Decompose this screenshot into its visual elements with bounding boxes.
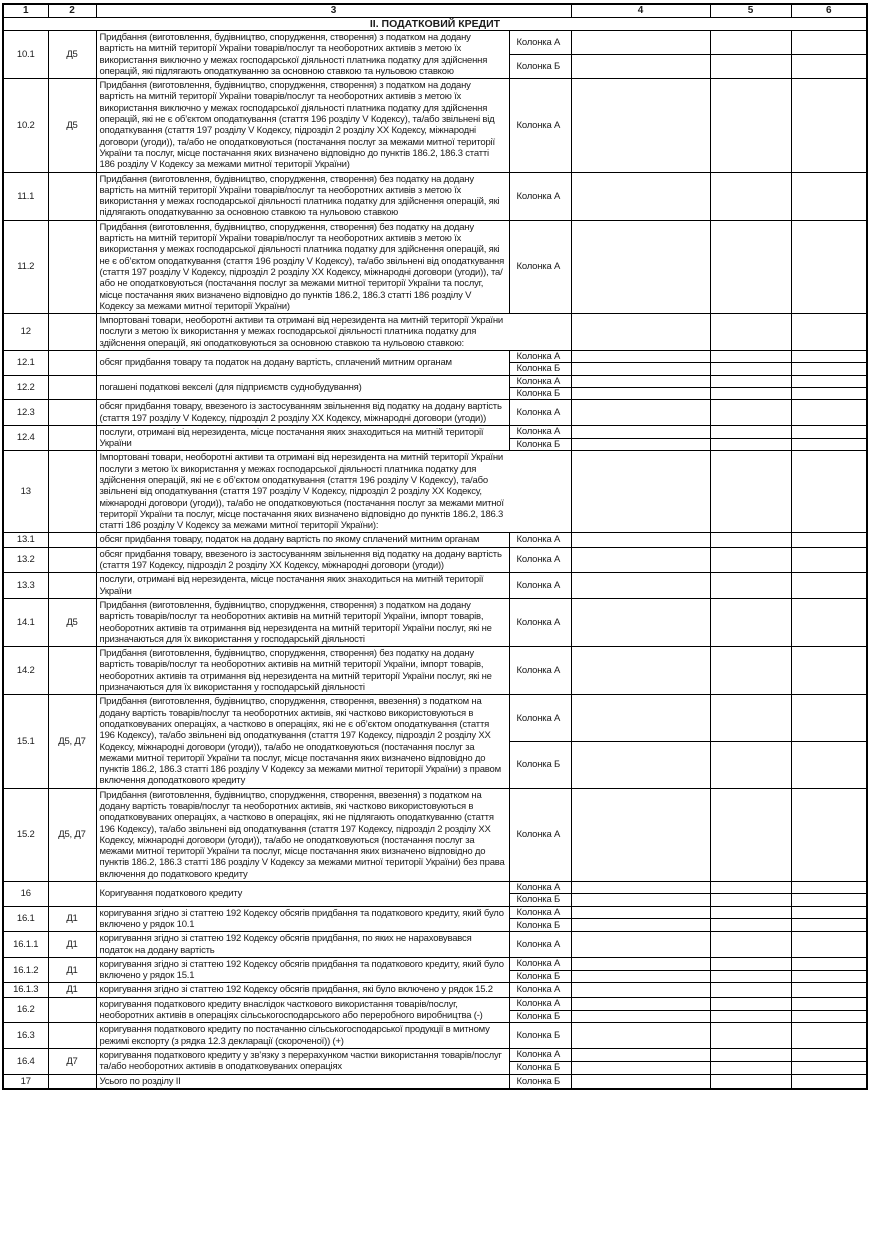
kolonka-label: Колонка А bbox=[509, 220, 571, 313]
value-cell-col4 bbox=[571, 1061, 710, 1074]
row-description-text: Усього по розділу ІІ bbox=[99, 1075, 181, 1087]
value-cell-col5 bbox=[710, 882, 791, 894]
value-cell-col4 bbox=[571, 79, 710, 172]
value-cell-col5 bbox=[710, 172, 791, 220]
row-code bbox=[48, 1023, 96, 1049]
table-body bbox=[3, 31, 867, 1089]
row-code bbox=[48, 172, 96, 220]
value-cell-col5 bbox=[710, 573, 791, 599]
kolonka-label: Колонка Б bbox=[509, 387, 571, 399]
row-code bbox=[48, 375, 96, 400]
row-description-text: послуги, отримані від нерезидента, місце постачання яких знаходиться на митній території України bbox=[99, 574, 484, 597]
row-code: Д1 bbox=[48, 906, 96, 932]
value-cell-col4 bbox=[571, 400, 710, 426]
value-cell-col5 bbox=[710, 970, 791, 983]
row-number: 16.1 bbox=[3, 906, 48, 932]
row-description-text: коригування згідно зі статтею 192 Кодексу обсягів придбання та податкового кредиту, який було включено у рядок 10.1 bbox=[99, 907, 504, 930]
kolonka-label: Колонка А bbox=[509, 983, 571, 997]
table-row bbox=[3, 906, 867, 919]
value-cell-col4 bbox=[571, 314, 710, 351]
row-description bbox=[96, 1074, 509, 1089]
table-row bbox=[3, 1048, 867, 1061]
kolonka-label: Колонка Б bbox=[509, 970, 571, 983]
row-description-text: погашені податкові векселі (для підприємств суднобудування) bbox=[99, 381, 362, 393]
table-row bbox=[3, 533, 867, 547]
kolonka-label: Колонка А bbox=[509, 647, 571, 695]
value-cell-col5 bbox=[710, 55, 791, 79]
value-cell-col5 bbox=[710, 1061, 791, 1074]
value-cell-col4 bbox=[571, 1023, 710, 1049]
row-description-text: Коригування податкового кредиту bbox=[99, 888, 243, 900]
value-cell-col6 bbox=[791, 172, 867, 220]
value-cell-col6 bbox=[791, 351, 867, 363]
row-number: 16.3 bbox=[3, 1023, 48, 1049]
row-code bbox=[48, 573, 96, 599]
value-cell-col6 bbox=[791, 363, 867, 375]
row-number: 16.1.3 bbox=[3, 983, 48, 997]
row-description bbox=[96, 172, 509, 220]
table-row bbox=[3, 172, 867, 220]
table-row bbox=[3, 400, 867, 426]
row-number: 11.1 bbox=[3, 172, 48, 220]
table-row bbox=[3, 31, 867, 55]
kolonka-label: Колонка А bbox=[509, 695, 571, 742]
row-number: 15.2 bbox=[3, 788, 48, 881]
row-description-text: Придбання (виготовлення, будівництво, спорудження, створення) з податком на додану вартість на митній території України товарів/послуг та необоротних активів з метою їх використання виключно у межах господарської діяльності платника податку для здійснення операцій, які не є об’єктом оподаткування (стаття 196 розділу V Кодексу), та/або звільнені від оподаткування (стаття 197 розділу V Кодексу, підрозділ 2 розділу XX Кодексу, міжнародні договори (угоди)), та/або не оподатковуються (постачання послуг за межами митної території України та послуг, місце постачання яких визначено відповідно до пунктів 186.2, 186.3 статті 186 розділу V Кодексу за межами митної території України) bbox=[99, 80, 495, 171]
value-cell-col4 bbox=[571, 695, 710, 742]
kolonka-label: Колонка А bbox=[509, 598, 571, 646]
value-cell-col6 bbox=[791, 932, 867, 958]
value-cell-col6 bbox=[791, 957, 867, 970]
value-cell-col6 bbox=[791, 1023, 867, 1049]
kolonka-label: Колонка А bbox=[509, 788, 571, 881]
value-cell-col6 bbox=[791, 1061, 867, 1074]
table-row bbox=[3, 79, 867, 172]
value-cell-col6 bbox=[791, 400, 867, 426]
kolonka-label: Колонка Б bbox=[509, 1074, 571, 1089]
row-number: 13 bbox=[3, 451, 48, 533]
row-code bbox=[48, 882, 96, 907]
value-cell-col6 bbox=[791, 387, 867, 399]
row-description-text: Придбання (виготовлення, будівництво, спорудження, створення) без податку на додану вартість на митній території України товарів/послуг та необоротних активів з метою їх використання у межах господарської діяльності платника податку для здійснення операцій, які підлягають оподаткуванню за основною ставкою та нульовою ставкою bbox=[99, 173, 500, 219]
row-description-text: Придбання (виготовлення, будівництво, спорудження, створення, ввезення) з податком на додану вартість товарів/послуг та необоротних активів, які частково використовуються в оподатковуваних операціях, а частково в операціях, які не підлягають оподаткуванню (стаття 196 Кодексу), та/або звільнені від оподаткування (стаття 197 Кодексу, підрозділ 2 розділу XX Кодексу, міжнародні договори (угоди)), та/або не оподатковуються (постачання послуг за межами митної території України та послуг, місце постачання яких визначено відповідно до пунктів 186.2, 186.3 статті 186 розділу V Кодексу за межами митної території України) без права включення до податкового кредиту bbox=[99, 789, 505, 880]
row-number: 14.2 bbox=[3, 647, 48, 695]
tax-credit-table bbox=[2, 3, 868, 1090]
row-description-text: Імпортовані товари, необоротні активи та отримані від нерезидента на митній території України послуги з метою їх використання у межах господарської діяльності платника податку для здійснення операцій, які не є об’єктом оподаткування (стаття 196 розділу V Кодексу), та/або звільнені від оподаткування (стаття 197 розділу V Кодексу, підрозділ 2 розділу XX Кодексу, міжнародні договори (угоди)), та/або не оподатковуються (постачання послуг за межами митної території України та послуг, місце постачання яких визначено відповідно до пунктів 186.2, 186.3 статті 186 розділу V Кодексу за межами митної території України): bbox=[99, 452, 504, 532]
row-code: Д5 bbox=[48, 31, 96, 79]
kolonka-label: Колонка Б bbox=[509, 438, 571, 451]
table-row bbox=[3, 957, 867, 970]
value-cell-col6 bbox=[791, 788, 867, 881]
value-cell-col5 bbox=[710, 788, 791, 881]
row-description bbox=[96, 314, 571, 351]
value-cell-col6 bbox=[791, 997, 867, 1010]
column-header-row bbox=[3, 4, 867, 18]
value-cell-col5 bbox=[710, 31, 791, 55]
value-cell-col4 bbox=[571, 970, 710, 983]
row-code bbox=[48, 220, 96, 313]
row-description bbox=[96, 400, 509, 426]
value-cell-col4 bbox=[571, 647, 710, 695]
kolonka-label: Колонка А bbox=[509, 1048, 571, 1061]
kolonka-label: Колонка А bbox=[509, 997, 571, 1010]
row-description-text: коригування згідно зі статтею 192 Кодексу обсягів придбання, по яких не нараховувався податок на додану вартість bbox=[99, 933, 472, 956]
row-number: 16.1.2 bbox=[3, 957, 48, 983]
value-cell-col4 bbox=[571, 363, 710, 375]
row-code bbox=[48, 997, 96, 1023]
row-code: Д5 bbox=[48, 79, 96, 172]
value-cell-col6 bbox=[791, 894, 867, 906]
value-cell-col5 bbox=[710, 598, 791, 646]
row-number: 16.2 bbox=[3, 997, 48, 1023]
value-cell-col6 bbox=[791, 547, 867, 573]
value-cell-col5 bbox=[710, 220, 791, 313]
value-cell-col5 bbox=[710, 919, 791, 932]
value-cell-col6 bbox=[791, 695, 867, 742]
row-description bbox=[96, 695, 509, 788]
row-description bbox=[96, 647, 509, 695]
row-number: 12.1 bbox=[3, 351, 48, 376]
value-cell-col6 bbox=[791, 1048, 867, 1061]
kolonka-label: Колонка А bbox=[509, 400, 571, 426]
row-number: 16.1.1 bbox=[3, 932, 48, 958]
value-cell-col6 bbox=[791, 1074, 867, 1089]
value-cell-col6 bbox=[791, 598, 867, 646]
table-row bbox=[3, 598, 867, 646]
row-number: 13.2 bbox=[3, 547, 48, 573]
kolonka-label: Колонка Б bbox=[509, 363, 571, 375]
kolonka-label: Колонка А bbox=[509, 533, 571, 547]
row-description bbox=[96, 997, 509, 1023]
row-code bbox=[48, 1074, 96, 1089]
row-description bbox=[96, 788, 509, 881]
row-description-text: коригування податкового кредиту по постачанню сільськогосподарської продукції в митному режимі експорту (з рядка 12.3 декларації (скороченої)) (+) bbox=[99, 1024, 490, 1047]
value-cell-col5 bbox=[710, 957, 791, 970]
kolonka-label: Колонка А bbox=[509, 31, 571, 55]
row-description-text: коригування податкового кредиту внаслідок часткового використання товарів/послуг, необоротних активів в операціях сільськогосподарського або переробного виробництва (-) bbox=[99, 998, 483, 1022]
value-cell-col6 bbox=[791, 438, 867, 451]
value-cell-col5 bbox=[710, 997, 791, 1010]
value-cell-col6 bbox=[791, 742, 867, 789]
row-number: 13.1 bbox=[3, 533, 48, 547]
row-code bbox=[48, 547, 96, 573]
row-description bbox=[96, 1048, 509, 1074]
row-description-text: коригування згідно зі статтею 192 Кодексу обсягів придбання, які було включено у рядок 15.2 bbox=[99, 984, 493, 996]
value-cell-col5 bbox=[710, 983, 791, 997]
value-cell-col5 bbox=[710, 1023, 791, 1049]
value-cell-col4 bbox=[571, 894, 710, 906]
row-number: 12.3 bbox=[3, 400, 48, 426]
value-cell-col6 bbox=[791, 919, 867, 932]
value-cell-col6 bbox=[791, 220, 867, 313]
row-description-text: послуги, отримані від нерезидента, місце постачання яких знаходиться на митній території України bbox=[99, 426, 484, 450]
value-cell-col4 bbox=[571, 1010, 710, 1023]
kolonka-label: Колонка Б bbox=[509, 742, 571, 789]
value-cell-col5 bbox=[710, 363, 791, 375]
column-header-4: 4 bbox=[571, 4, 710, 18]
kolonka-label: Колонка А bbox=[509, 906, 571, 919]
row-description bbox=[96, 598, 509, 646]
row-description bbox=[96, 573, 509, 599]
kolonka-label: Колонка Б bbox=[509, 1061, 571, 1074]
value-cell-col4 bbox=[571, 547, 710, 573]
row-code bbox=[48, 425, 96, 451]
table-row bbox=[3, 932, 867, 958]
value-cell-col5 bbox=[710, 314, 791, 351]
value-cell-col6 bbox=[791, 1010, 867, 1023]
value-cell-col6 bbox=[791, 425, 867, 438]
row-number: 14.1 bbox=[3, 598, 48, 646]
row-description-text: Імпортовані товари, необоротні активи та отримані від нерезидента на митній території України послуги з метою їх використання у межах господарської діяльності платника податку для здійснення операцій, які оподатковуються за основною ставкою та нульовою ставкою: bbox=[99, 315, 504, 349]
value-cell-col6 bbox=[791, 79, 867, 172]
table-row bbox=[3, 547, 867, 573]
row-number: 15.1 bbox=[3, 695, 48, 788]
value-cell-col4 bbox=[571, 351, 710, 363]
value-cell-col5 bbox=[710, 894, 791, 906]
table-row bbox=[3, 573, 867, 599]
value-cell-col5 bbox=[710, 400, 791, 426]
value-cell-col4 bbox=[571, 882, 710, 894]
column-header-2: 2 bbox=[48, 4, 96, 18]
row-description-text: обсяг придбання товару, ввезеного із застосуванням звільнення від податку на додану вартість (стаття 197 розділу V Кодексу, підрозділ 2 розділу XX Кодексу, міжнародні договори (угоди)) bbox=[99, 401, 502, 424]
table-row bbox=[3, 882, 867, 894]
value-cell-col6 bbox=[791, 55, 867, 79]
table-row bbox=[3, 351, 867, 363]
value-cell-col6 bbox=[791, 882, 867, 894]
row-code bbox=[48, 351, 96, 376]
row-code: Д5, Д7 bbox=[48, 695, 96, 788]
value-cell-col6 bbox=[791, 533, 867, 547]
row-description bbox=[96, 425, 509, 451]
table-row bbox=[3, 647, 867, 695]
value-cell-col4 bbox=[571, 387, 710, 399]
value-cell-col6 bbox=[791, 983, 867, 997]
value-cell-col4 bbox=[571, 55, 710, 79]
value-cell-col4 bbox=[571, 438, 710, 451]
section-title: ІІ. ПОДАТКОВИЙ КРЕДИТ bbox=[3, 18, 867, 31]
row-description bbox=[96, 351, 509, 376]
section-title-row bbox=[3, 18, 867, 31]
table-row bbox=[3, 1023, 867, 1049]
column-header-5: 5 bbox=[710, 4, 791, 18]
table-row bbox=[3, 997, 867, 1010]
value-cell-col4 bbox=[571, 451, 710, 533]
row-number: 13.3 bbox=[3, 573, 48, 599]
table-row bbox=[3, 1074, 867, 1089]
value-cell-col4 bbox=[571, 997, 710, 1010]
row-code: Д5 bbox=[48, 598, 96, 646]
row-description bbox=[96, 957, 509, 983]
kolonka-label: Колонка А bbox=[509, 957, 571, 970]
value-cell-col4 bbox=[571, 1074, 710, 1089]
row-code: Д5, Д7 bbox=[48, 788, 96, 881]
row-code bbox=[48, 451, 96, 533]
row-description bbox=[96, 220, 509, 313]
value-cell-col5 bbox=[710, 438, 791, 451]
kolonka-label: Колонка А bbox=[509, 351, 571, 363]
value-cell-col4 bbox=[571, 425, 710, 438]
row-code: Д1 bbox=[48, 932, 96, 958]
row-description bbox=[96, 375, 509, 400]
row-number: 10.1 bbox=[3, 31, 48, 79]
row-description-text: Придбання (виготовлення, будівництво, спорудження, створення) без податку на додану вартість на митній території України товарів/послуг та необоротних активів з метою їх використання у межах господарської діяльності платника податку для здійснення операцій, які не є об’єктом оподаткування (стаття 196 розділу V Кодексу), та/або звільнені від оподаткування (стаття 197 розділу V Кодексу, підрозділ 2 розділу XX Кодексу, міжнародні договори (угоди)), та/або не оподатковуються (постачання послуг за межами митної території України та послуг, місце постачання яких визначено відповідно до пунктів 186.2, 186.3 статті 186 розділу V Кодексу за межами митної території України) bbox=[99, 221, 505, 312]
value-cell-col5 bbox=[710, 1048, 791, 1061]
kolonka-label: Колонка Б bbox=[509, 1010, 571, 1023]
row-number: 16 bbox=[3, 882, 48, 907]
value-cell-col4 bbox=[571, 375, 710, 387]
table-row bbox=[3, 375, 867, 387]
kolonka-label: Колонка А bbox=[509, 425, 571, 438]
column-header-6: 6 bbox=[791, 4, 867, 18]
value-cell-col4 bbox=[571, 1048, 710, 1061]
row-number: 12 bbox=[3, 314, 48, 351]
row-number: 11.2 bbox=[3, 220, 48, 313]
row-description bbox=[96, 79, 509, 172]
row-description bbox=[96, 1023, 509, 1049]
row-description bbox=[96, 983, 509, 997]
kolonka-label: Колонка А bbox=[509, 547, 571, 573]
value-cell-col5 bbox=[710, 79, 791, 172]
row-description bbox=[96, 547, 509, 573]
row-code: Д1 bbox=[48, 957, 96, 983]
value-cell-col5 bbox=[710, 932, 791, 958]
value-cell-col5 bbox=[710, 906, 791, 919]
row-number: 17 bbox=[3, 1074, 48, 1089]
row-description-text: коригування податкового кредиту у зв’язку з перерахунком частки використання товарів/послуг та/або необоротних активів в оподатковуваних операціях bbox=[99, 1049, 502, 1073]
table-row bbox=[3, 220, 867, 313]
value-cell-col5 bbox=[710, 647, 791, 695]
value-cell-col5 bbox=[710, 533, 791, 547]
value-cell-col6 bbox=[791, 314, 867, 351]
value-cell-col6 bbox=[791, 375, 867, 387]
row-description bbox=[96, 31, 509, 79]
column-header-1: 1 bbox=[3, 4, 48, 18]
value-cell-col4 bbox=[571, 220, 710, 313]
kolonka-label: Колонка А bbox=[509, 172, 571, 220]
value-cell-col4 bbox=[571, 919, 710, 932]
table-row bbox=[3, 451, 867, 533]
value-cell-col6 bbox=[791, 31, 867, 55]
row-description bbox=[96, 932, 509, 958]
value-cell-col5 bbox=[710, 425, 791, 438]
value-cell-col4 bbox=[571, 788, 710, 881]
value-cell-col4 bbox=[571, 906, 710, 919]
kolonka-label: Колонка А bbox=[509, 79, 571, 172]
value-cell-col5 bbox=[710, 547, 791, 573]
row-number: 12.2 bbox=[3, 375, 48, 400]
value-cell-col4 bbox=[571, 983, 710, 997]
row-description-text: Придбання (виготовлення, будівництво, спорудження, створення) без податку на додану вартість товарів/послуг та необоротних активів на митній території України, імпорт товарів, необоротних активів та отримання від нерезидента на митній території України послуг, які не призначаються для їх використання у господарській діяльності bbox=[99, 648, 492, 694]
row-description-text: обсяг придбання товару, податок на додану вартість по якому сплачений митним органам bbox=[99, 534, 480, 546]
table-row bbox=[3, 314, 867, 351]
row-code: Д7 bbox=[48, 1048, 96, 1074]
row-description bbox=[96, 906, 509, 932]
value-cell-col4 bbox=[571, 573, 710, 599]
kolonka-label: Колонка А bbox=[509, 882, 571, 894]
row-description-text: обсяг придбання товару, ввезеного із застосуванням звільнення від податку на додану вартість (стаття 197 Кодексу, підрозділ 2 розділу XX Кодексу, міжнародні договори (угоди)) bbox=[99, 548, 502, 572]
row-code bbox=[48, 647, 96, 695]
value-cell-col4 bbox=[571, 932, 710, 958]
row-description-text: обсяг придбання товару та податок на додану вартість, сплачений митним органам bbox=[99, 357, 452, 369]
value-cell-col6 bbox=[791, 647, 867, 695]
value-cell-col6 bbox=[791, 970, 867, 983]
value-cell-col6 bbox=[791, 906, 867, 919]
row-description-text: Придбання (виготовлення, будівництво, спорудження, створення) з податком на додану вартість товарів/послуг та необоротних активів на митній території України, імпорт товарів, необоротних активів та отримання від нерезидента на митній території України послуг, які не призначаються для їх використання у господарській діяльності bbox=[99, 599, 492, 645]
value-cell-col4 bbox=[571, 957, 710, 970]
kolonka-label: Колонка Б bbox=[509, 894, 571, 906]
value-cell-col6 bbox=[791, 573, 867, 599]
column-header-3: 3 bbox=[96, 4, 571, 18]
kolonka-label: Колонка Б bbox=[509, 919, 571, 932]
kolonka-label: Колонка А bbox=[509, 932, 571, 958]
kolonka-label: Колонка А bbox=[509, 375, 571, 387]
table-row bbox=[3, 983, 867, 997]
value-cell-col5 bbox=[710, 1010, 791, 1023]
row-code bbox=[48, 533, 96, 547]
value-cell-col5 bbox=[710, 742, 791, 789]
value-cell-col4 bbox=[571, 172, 710, 220]
kolonka-label: Колонка Б bbox=[509, 55, 571, 79]
value-cell-col5 bbox=[710, 695, 791, 742]
row-description bbox=[96, 451, 571, 533]
row-number: 16.4 bbox=[3, 1048, 48, 1074]
row-description bbox=[96, 533, 509, 547]
value-cell-col5 bbox=[710, 1074, 791, 1089]
value-cell-col5 bbox=[710, 451, 791, 533]
table-row bbox=[3, 788, 867, 881]
row-description-text: Придбання (виготовлення, будівництво, спорудження, створення, ввезення) з податком на додану вартість товарів/послуг та необоротних активів, які частково використовуються в оподатковуваних операціях, а частково в операціях, які не є об’єктом оподаткування (стаття 196 Кодексу), та/або звільнені від оподаткування (стаття 197 Кодексу, підрозділ 2 розділу XX Кодексу, міжнародні договори (угоди)), та/або не оподатковуються (постачання послуг за межами митної території України та послуг, місце постачання яких визначено відповідно до пунктів 186.2, 186.3 статті 186 розділу V Кодексу за межами митної території України) з правом включення доподаткового кредиту bbox=[99, 696, 501, 787]
value-cell-col4 bbox=[571, 742, 710, 789]
table-row bbox=[3, 695, 867, 742]
value-cell-col5 bbox=[710, 351, 791, 363]
row-description-text: коригування згідно зі статтею 192 Кодексу обсягів придбання та податкового кредиту, який було включено у рядок 15.1 bbox=[99, 958, 504, 982]
value-cell-col4 bbox=[571, 598, 710, 646]
row-description bbox=[96, 882, 509, 907]
value-cell-col6 bbox=[791, 451, 867, 533]
row-description-text: Придбання (виготовлення, будівництво, спорудження, створення) з податком на додану вартість на митній території України товарів/послуг та необоротних активів з метою їх використання виключно у межах господарської діяльності платника податку для здійснення операцій, які підлягають оподаткуванню за основною ставкою та нульовою ставкою bbox=[99, 32, 488, 77]
table-row bbox=[3, 425, 867, 438]
row-code: Д1 bbox=[48, 983, 96, 997]
kolonka-label: Колонка А bbox=[509, 573, 571, 599]
value-cell-col5 bbox=[710, 387, 791, 399]
value-cell-col4 bbox=[571, 533, 710, 547]
value-cell-col5 bbox=[710, 375, 791, 387]
value-cell-col4 bbox=[571, 31, 710, 55]
row-code bbox=[48, 314, 96, 351]
row-number: 10.2 bbox=[3, 79, 48, 172]
row-code bbox=[48, 400, 96, 426]
kolonka-label: Колонка Б bbox=[509, 1023, 571, 1049]
row-number: 12.4 bbox=[3, 425, 48, 451]
